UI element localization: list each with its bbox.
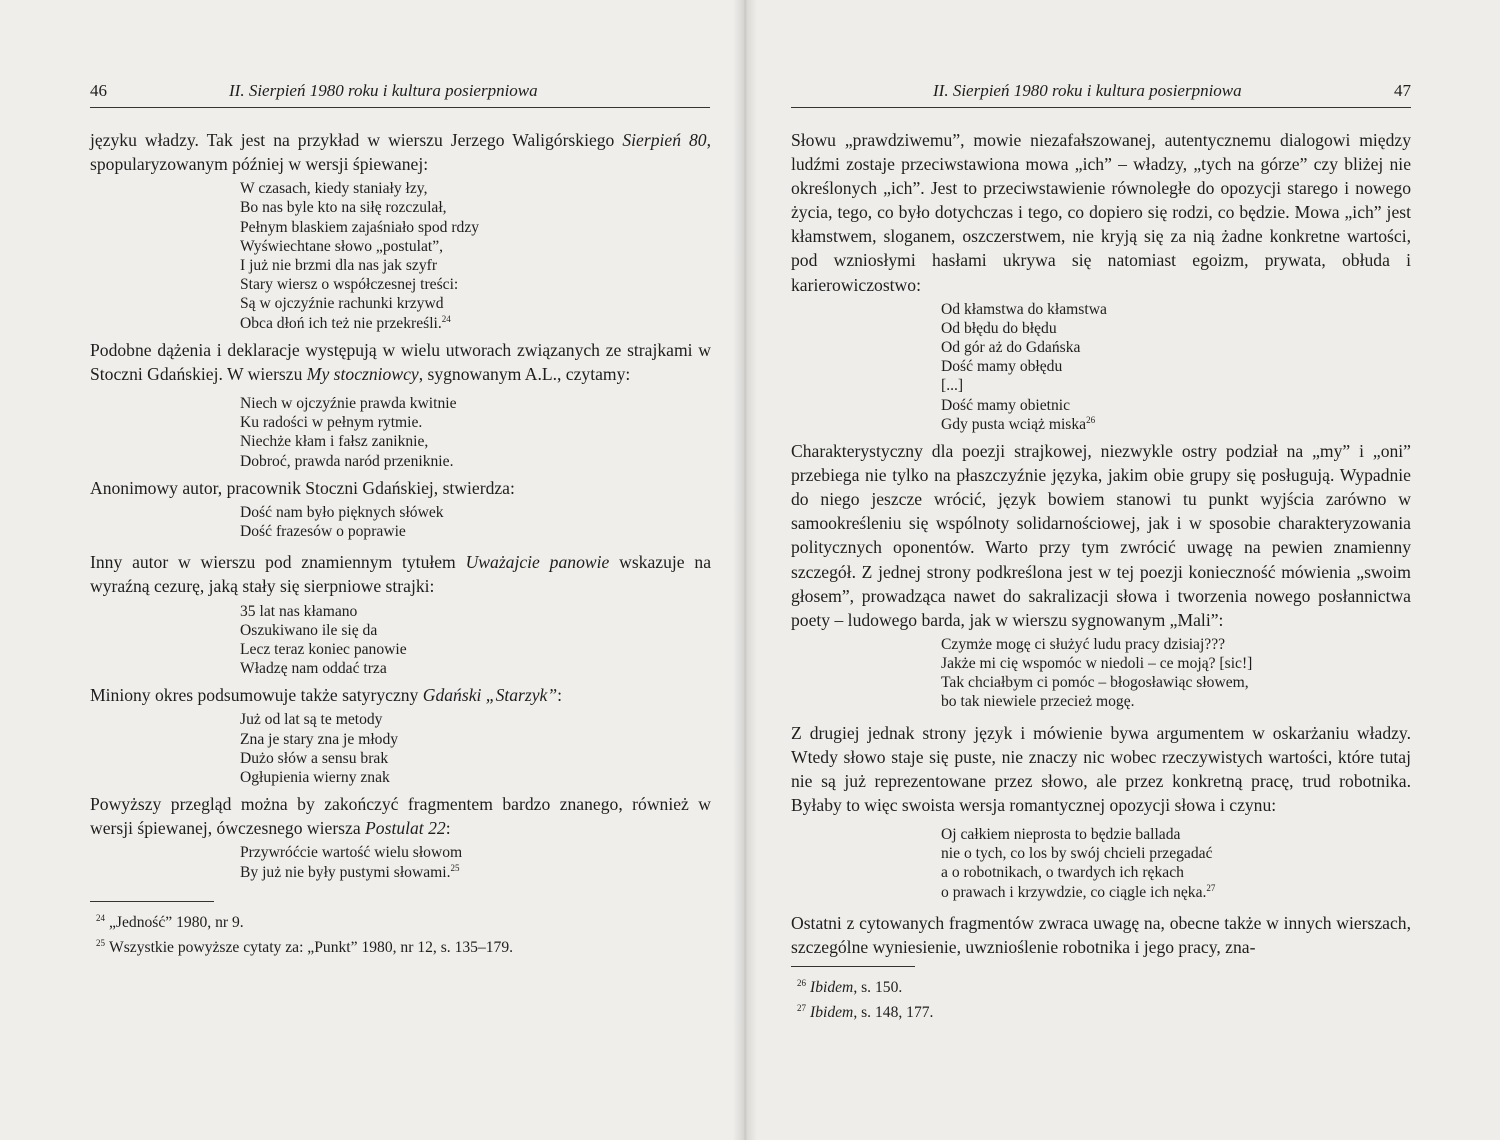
footnote-rule [90, 901, 214, 902]
poem-quote [941, 632, 1411, 717]
header-rule [791, 107, 1411, 108]
paragraph: Ostatni z cytowanych fragmentów zwraca uwagę na, obecne także w innych wierszach, szczególne wyniesienie, uwznioślenie robotnika i jego pracy, zna- [791, 912, 1411, 957]
running-title: II. Sierpień 1980 roku i kultura posierpniowa [933, 81, 1242, 100]
footnote-ref[interactable]: 27 [1206, 882, 1216, 893]
paragraph: Anonimowy autor, pracownik Stoczni Gdańskiej, stwierdza: [90, 477, 515, 498]
paragraph: Inny autor w wierszu pod znamiennym tytułem Uważajcie panowie wskazuje na wyraźną cezurę, jaką stały się sierpniowe strajki: [90, 552, 712, 597]
footnote: $^{27}$ Ibidem, s. 148, 177. [797, 1003, 934, 1022]
page-body [90, 128, 711, 958]
right-page [743, 0, 1500, 1140]
poem-line: Od kłamstwa do kłamstwa [941, 300, 1107, 318]
poem-line: nie o tych, co los by swój chcieli przegadać [941, 845, 1213, 863]
page-number: 47 [1394, 81, 1411, 100]
poem-line: Oszukiwano ile się da [240, 621, 378, 639]
poem-line: Bo nas byle kto na siłę rozczulał, [240, 199, 447, 217]
poem-line: Wyświechtane słowo „postulat”, [240, 237, 444, 255]
poem-line: Zna je stary zna je młody [240, 730, 399, 748]
paragraph: Charakterystyczny dla poezji strajkowej, niezwykle ostry podział na „my” i „oni” przebiega nie tylko na płaszczyźnie języka, jakim obie grupy się posługują. Wypadnie do niego jeszcze wrócić, język bowiem stanowi tu punkt wyjścia zarówno w samookreśleniu się wspólnoty solidarnościowej, jak i w sposobie charakteryzowania politycznych oponentów. Warto przy tym zwrócić uwagę na pewien znamienny szczegół. Z jednej strony podkreślona jest w tej poezji konieczność mówienia „swoim głosem”, prowadząca nawet do sakralizacji słowa i tworzenia nowego posłannictwa poety – ludowego barda, jak w wierszu sygnowanym „Mali”: [791, 441, 1411, 630]
footnote-rule [791, 966, 915, 967]
work-title: Gdański „Starzyk” [422, 685, 558, 706]
poem-line: Obca dłoń ich też nie przekreśli.$^{24}$ [240, 313, 451, 332]
poem-line: Od błędu do błędu [941, 319, 1057, 337]
paragraph: Miniony okres podsumowuje także satyryczny Gdański „Starzyk”: [90, 685, 563, 706]
poem-line: Już od lat są te metody [240, 711, 383, 729]
poem-line: 35 lat nas kłamano [240, 602, 358, 620]
poem-line: Przywróćcie wartość wielu słowom [240, 844, 463, 862]
running-title: II. Sierpień 1980 roku i kultura posierpniowa [229, 81, 538, 100]
work-title: Postulat 22 [365, 818, 446, 839]
poem-line: I już nie brzmi dla nas jak szyfr [240, 257, 438, 274]
poem-line: Oj całkiem nieprosta to będzie ballada [941, 826, 1181, 844]
footnote: $^{26}$ Ibidem, s. 150. [797, 978, 903, 997]
book-gutter [733, 0, 757, 1140]
poem-line: Dość nam było pięknych słówek [240, 503, 444, 521]
paragraph: Z drugiej jednak strony język i mówienie bywa argumentem w oskarżaniu władzy. Wtedy słowo staje się puste, nie znaczy nic wobec rzeczywistych wartości, które tutaj nie są już reprezentowane przez słowo, ale przez konkretną pracę, trud robotnika. Byłaby to więc swoista wersja romantycznej opozycji słowa i czynu: [791, 722, 1411, 815]
page-number: 46 [90, 81, 107, 100]
work-title: My stoczniowcy [306, 363, 419, 384]
poem-line: Dość mamy obietnic [941, 396, 1071, 414]
poem-quote [240, 386, 711, 476]
poem-line: Niech w ojczyźnie prawda kwitnie [240, 395, 457, 412]
poem-quote [240, 500, 711, 546]
poem-line: Niechże kłam i fałsz zaniknie, [240, 433, 429, 451]
footnote-ref[interactable]: 24 [441, 313, 451, 324]
work-title: Uważajcie panowie [465, 552, 610, 573]
poem-line: o prawach i krzywdzie, co ciągle ich nęka.$^{27}$ [941, 882, 1216, 901]
work-title: Sierpień 80 [622, 130, 707, 150]
header-rule [90, 107, 710, 108]
footnote-ref[interactable]: 26 [1086, 414, 1096, 425]
poem-line: bo tak niewiele przecież mogę. [941, 693, 1135, 711]
poem-line: Tak chciałbym ci pomóc – błogosławiąc słowem, [941, 674, 1249, 692]
poem-line: Ku radości w pełnym rytmie. [240, 414, 423, 432]
poem-line: Są w ojczyźnie rachunki krzywd [240, 295, 444, 313]
poem-line: Dość mamy obłędu [941, 358, 1063, 376]
poem-line: Od gór aż do Gdańska [941, 339, 1081, 357]
poem-quote [240, 599, 711, 684]
poem-line: Stary wiersz o współczesnej treści: [240, 276, 459, 294]
poem-line: Lecz teraz koniec panowie [240, 640, 407, 658]
poem-quote [941, 297, 1411, 439]
poem-quote [240, 176, 711, 338]
poem-quote [240, 707, 711, 792]
poem-line: By już nie były pustymi słowami.$^{25}$ [240, 862, 460, 881]
page-body [791, 128, 1411, 1023]
poem-line: Dużo słów a sensu brak [240, 749, 389, 767]
poem-line: Władzę nam oddać trza [240, 660, 387, 678]
running-head [791, 80, 1411, 110]
poem-line: Jakże mi cię wspomóc w niedoli – ce moją? [sic!] [941, 655, 1253, 673]
footnote: $^{24}$ „Jedność” 1980, nr 9. [96, 912, 244, 931]
running-head [90, 80, 710, 110]
poem-line: Czymże mogę ci służyć ludu pracy dzisiaj??? [941, 635, 1226, 653]
footnote: $^{25}$ Wszystkie powyższe cytaty za: „Punkt” 1980, nr 12, s. 135–179. [96, 937, 514, 956]
poem-quote [941, 817, 1411, 907]
footnote-ref[interactable]: 25 [450, 862, 460, 873]
poem-line: [...] [941, 377, 964, 395]
poem-line: Ogłupienia wierny znak [240, 769, 390, 787]
poem-line: Pełnym blaskiem zajaśniało spod rdzy [240, 218, 480, 236]
paragraph: Słowu „prawdziwemu”, mowie niezafałszowanej, autentycznemu dialogowi między ludźmi zostaje przeciwstawiona mowa „ich” – władzy, „tych na górze” czy bliżej nie określonych „ich”. Jest to przeciwstawienie równoległe do opozycji starego i nowego życia, tego, co było dotychczas i tego, co dopiero się rodzi, co będzie. Mowa „ich” jest kłamstwem, sloganem, oszczerstwem, nie kryją się za nią żadne konkretne wartości, pod wzniosłymi hasłami ukrywa się natomiast egoizm, prywata, obłuda i karierowiczostwo: [791, 130, 1411, 295]
poem-line: Dość frazesów o poprawie [240, 523, 406, 541]
poem-line: Dobroć, prawda naród przeniknie. [240, 452, 454, 470]
paragraph: Podobne dążenia i deklaracje występują w wielu utworach związanych ze strajkami w Stoczni Gdańskiej. W wierszu My stoczniowcy, sygnowanym A.L., czytamy: [90, 339, 711, 384]
poem-line: a o robotnikach, o twardych ich rękach [941, 864, 1184, 882]
poem-line: W czasach, kiedy staniały łzy, [240, 180, 428, 198]
paragraph: Powyższy przegląd można by zakończyć fragmentem bardzo znanego, również w wersji śpiewanej, ówczesnego wiersza Postulat 22: [90, 794, 711, 839]
poem-quote [240, 840, 711, 886]
paragraph: języku władzy. Tak jest na przykład w wierszu Jerzego Waligórskiego Sierpień 80, spopularyzowanym później w wersji śpiewanej: [90, 130, 711, 175]
left-page [0, 0, 743, 1140]
poem-line: Gdy pusta wciąż miska$^{26}$ [941, 414, 1096, 433]
